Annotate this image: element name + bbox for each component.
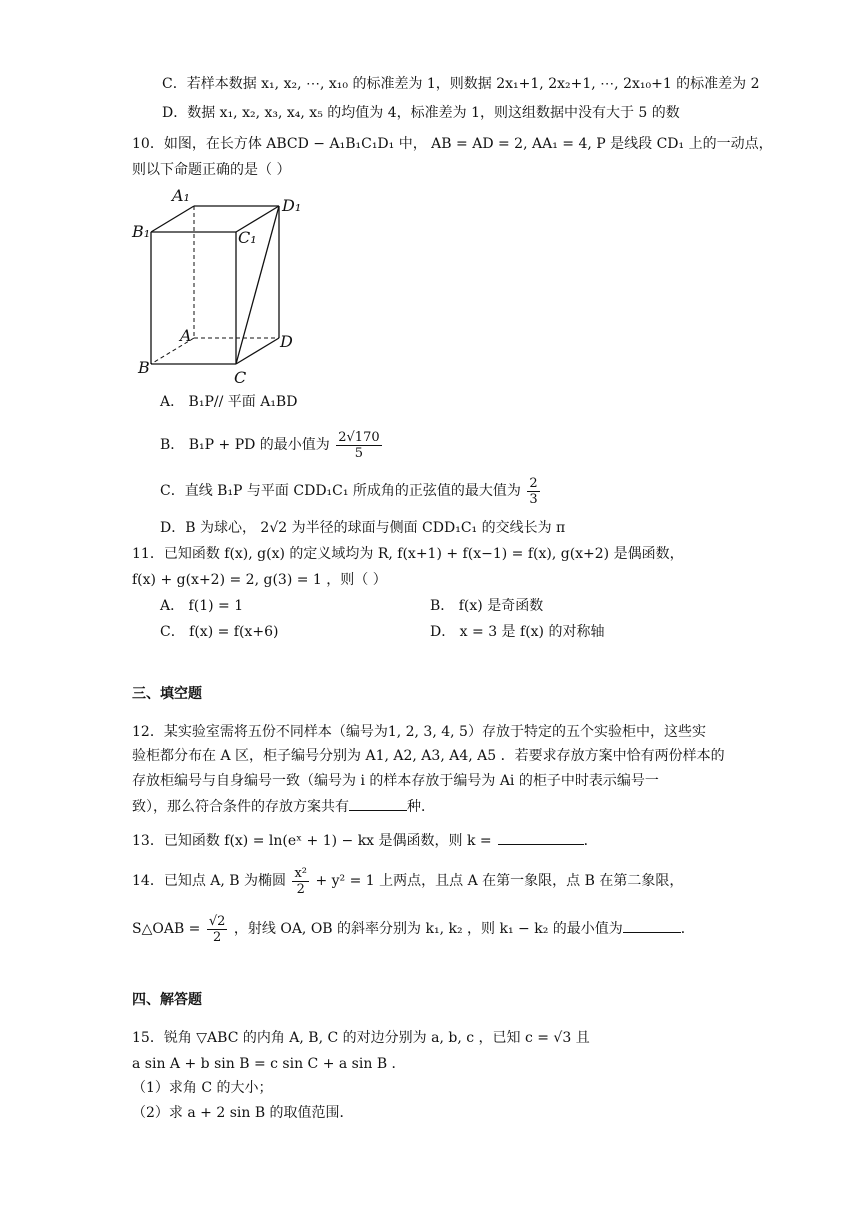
label-a: A xyxy=(180,326,192,345)
q14-ellipse-fraction xyxy=(292,866,309,897)
q12-line4-suffix: 种． xyxy=(407,799,435,815)
cuboid-figure xyxy=(128,186,308,386)
q12-line4-text: 致），那么符合条件的存放方案共有 xyxy=(132,799,349,815)
label-b1: B₁ xyxy=(132,222,151,241)
q12-line1: 12．某实验室需将五份不同样本（编号为1, 2, 3, 4, 5）存放于特定的五个实验柜中，这些实 xyxy=(132,724,706,740)
q10-option-b-numerator: 2√170 xyxy=(338,429,380,445)
q10-stem-line2: 则以下命题正确的是（ ） xyxy=(132,162,291,178)
label-a1: A₁ xyxy=(172,186,190,205)
q10-option-c-numerator: 2 xyxy=(529,475,538,491)
section-fill-in-blank-heading: 三、填空题 xyxy=(132,686,202,702)
q9-option-d: D．数据 x₁, x₂, x₃, x₄, x₅ 的均值为 4，标准差为 1，则这组数据中没有大于 5 的数 xyxy=(162,105,680,121)
q14-ellipse-numerator: x² xyxy=(294,865,308,881)
q14-answer-blank[interactable] xyxy=(623,918,681,933)
q10-option-b-denominator: 5 xyxy=(354,445,364,461)
q12-line2: 验柜都分布在 A 区，柜子编号分别为 A1, A2, A3, A4, A5 ．若要求存放方案中恰有两份样本的 xyxy=(132,748,725,764)
q14-area-label: S△OAB = xyxy=(132,921,201,937)
q14-area-numerator: √2 xyxy=(208,913,226,929)
q11-option-c: C． f(x) = f(x+6) xyxy=(160,624,279,640)
q10-option-c-denominator: 3 xyxy=(529,491,538,507)
q10-option-a: A． B₁P// 平面 A₁BD xyxy=(160,394,298,410)
q10-option-c-text: C．直线 B₁P 与平面 CDD₁C₁ 所成角的正弦值的最大值为 xyxy=(160,483,521,499)
q14-area-denominator: 2 xyxy=(213,929,222,945)
q10-option-d: D．B 为球心， 2√2 为半径的球面与侧面 CDD₁C₁ 的交线长为 π xyxy=(160,520,566,536)
q11-stem-line1: 11．已知函数 f(x), g(x) 的定义域均为 R, f(x+1) + f(x−1) = f(x), g(x+2) 是偶函数， xyxy=(132,546,684,562)
label-d1: D₁ xyxy=(282,196,302,215)
label-c1: C₁ xyxy=(238,228,257,247)
q13-line xyxy=(132,830,598,851)
q15-part1: （1）求角 C 的大小； xyxy=(132,1080,273,1096)
q11-option-b: B． f(x) 是奇函数 xyxy=(430,598,544,614)
q15-line1: 15．锐角 ▽ABC 的内角 A, B, C 的对边分别为 a, b, c ，已知 c = √3 且 xyxy=(132,1030,590,1046)
q14-line1-text: 14．已知点 A, B 为椭圆 xyxy=(132,873,287,889)
edge-b1-a1 xyxy=(151,206,194,232)
q15-line2: a sin A + b sin B = c sin C + a sin B ． xyxy=(132,1056,406,1072)
label-b: B xyxy=(138,358,150,377)
q13-text: 13．已知函数 f(x) = ln(eˣ + 1) − kx 是偶函数，则 k = xyxy=(132,833,492,849)
label-c: C xyxy=(234,368,247,387)
q12-answer-blank[interactable] xyxy=(349,796,407,811)
section-solution-heading: 四、解答题 xyxy=(132,992,202,1008)
q10-stem-line1: 10．如图，在长方体 ABCD − A₁B₁C₁D₁ 中， AB = AD = 2, AA₁ = 4, P 是线段 CD₁ 上的一动点， xyxy=(132,136,773,152)
q11-stem-line2: f(x) + g(x+2) = 2, g(3) = 1 ，则（ ） xyxy=(132,572,387,588)
q10-option-c xyxy=(160,472,542,510)
q14-area-fraction xyxy=(207,914,228,945)
q11-option-d: D． x = 3 是 f(x) 的对称轴 xyxy=(430,624,605,640)
q14-line1 xyxy=(132,862,683,900)
q12-line3: 存放柜编号与自身编号一致（编号为 i 的样本存放于编号为 Ai 的柜子中时表示编号一 xyxy=(132,773,659,789)
label-d: D xyxy=(280,332,293,351)
q13-answer-blank[interactable] xyxy=(498,830,584,845)
q14-line2 xyxy=(132,910,695,948)
q15-part2: （2）求 a + 2 sin B 的取值范围． xyxy=(132,1105,354,1121)
q14-line2-text: ，射线 OA, OB 的斜率分别为 k₁, k₂ ，则 k₁ − k₂ 的最小值为 xyxy=(233,921,623,937)
q10-option-b-text: B． B₁P + PD 的最小值为 xyxy=(160,437,330,453)
q10-option-b-fraction xyxy=(336,430,381,461)
q10-option-c-fraction xyxy=(527,476,539,507)
q14-line2-suffix: ． xyxy=(680,921,695,937)
q10-option-b xyxy=(160,426,384,464)
q9-option-c: C．若样本数据 x₁, x₂, ⋯, x₁₀ 的标准差为 1，则数据 2x₁+1, 2x₂+1, ⋯, 2x₁₀+1 的标准差为 2 xyxy=(162,76,760,92)
q11-option-a: A． f(1) = 1 xyxy=(160,598,244,614)
q12-line4 xyxy=(132,796,435,817)
q14-line1-suffix: + y² = 1 上两点，且点 A 在第一象限，点 B 在第二象限， xyxy=(315,873,684,889)
q13-suffix: ． xyxy=(583,833,598,849)
q14-ellipse-denominator: 2 xyxy=(296,881,305,897)
